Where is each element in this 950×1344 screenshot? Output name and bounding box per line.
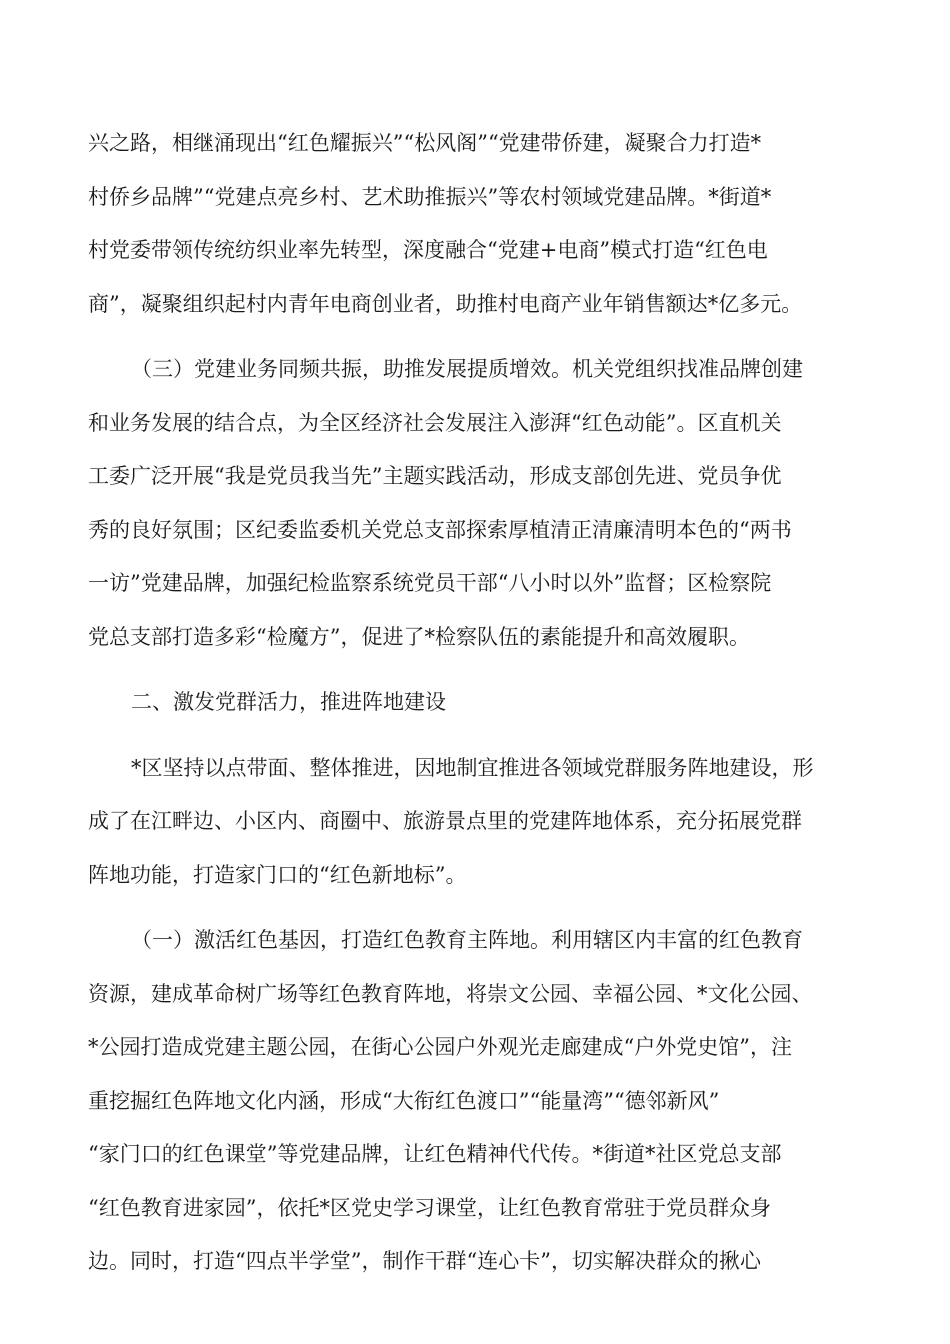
- text-line: 村侨乡品牌”“党建点亮乡村、艺术助推振兴”等农村领域党建品牌。*街道*: [88, 184, 772, 209]
- text-line: 一访”党建品牌，加强纪检监察系统党员干部“八小时以外”监督；区检察院: [88, 571, 772, 595]
- text-line: *公园打造成党建主题公园，在街心公园户外观光走廊建成“户外党史馆”，注: [88, 1035, 792, 1059]
- text-line: 兴之路，相继涌现出“红色耀振兴”“松风阁”“党建带侨建，凝聚合力打造*: [88, 131, 762, 155]
- text-line: “家门口的红色课堂”等党建品牌，让红色精神代代传。*街道*社区党总支部: [88, 1142, 782, 1166]
- section-heading-line: （三）党建业务同频共振，助推发展提质增效。机关党组织找准品牌创建: [131, 357, 803, 381]
- text-line: 村党委带领传统纺织业率先转型，深度融合“党建+电商”模式打造“红色电: [88, 238, 768, 262]
- text-line: 阵地功能，打造家门口的“红色新地标”。: [88, 862, 467, 887]
- text-line: 重挖掘红色阵地文化内涵，形成“大衔红色渡口”“能量湾”“德邻新风”: [88, 1088, 720, 1113]
- section-heading-line: （一）激活红色基因，打造红色教育主阵地。利用辖区内丰富的红色教育: [131, 928, 803, 952]
- chapter-heading: 二、激发党群活力，推进阵地建设: [131, 690, 446, 714]
- text-line: 成了在江畔边、小区内、商圈中、旅游景点里的党建阵地体系，充分拓展党群: [88, 809, 802, 833]
- paragraph-start-line: *区坚持以点带面、整体推进，因地制宜推进各领域党群服务阵地建设，形: [131, 755, 814, 780]
- text-line: 资源，建成革命树广场等红色教育阵地，将崇文公园、幸福公园、*文化公园、: [88, 981, 813, 1006]
- text-line: 商”，凝聚组织起村内青年电商创业者，助推村电商产业年销售额达*亿多元。: [88, 291, 803, 316]
- text-line: 边。同时，打造“四点半学堂”，制作干群“连心卡”，切实解决群众的揪心: [88, 1249, 761, 1273]
- text-line: 工委广泛开展“我是党员我当先”主题实践活动，形成支部创先进、党员争优: [88, 464, 782, 488]
- text-line: 和业务发展的结合点，为全区经济社会发展注入澎湃“红色动能”。区直机关: [88, 410, 782, 435]
- text-line: 党总支部打造多彩“检魔方”，促进了*检察队伍的素能提升和高效履职。: [88, 624, 750, 649]
- text-line: 秀的良好氛围；区纪委监委机关党总支部探索厚植清正清廉清明本色的“两书: [88, 517, 792, 542]
- text-line: “红色教育进家园”，依托*区党史学习课堂，让红色教育常驻于党员群众身: [88, 1195, 771, 1220]
